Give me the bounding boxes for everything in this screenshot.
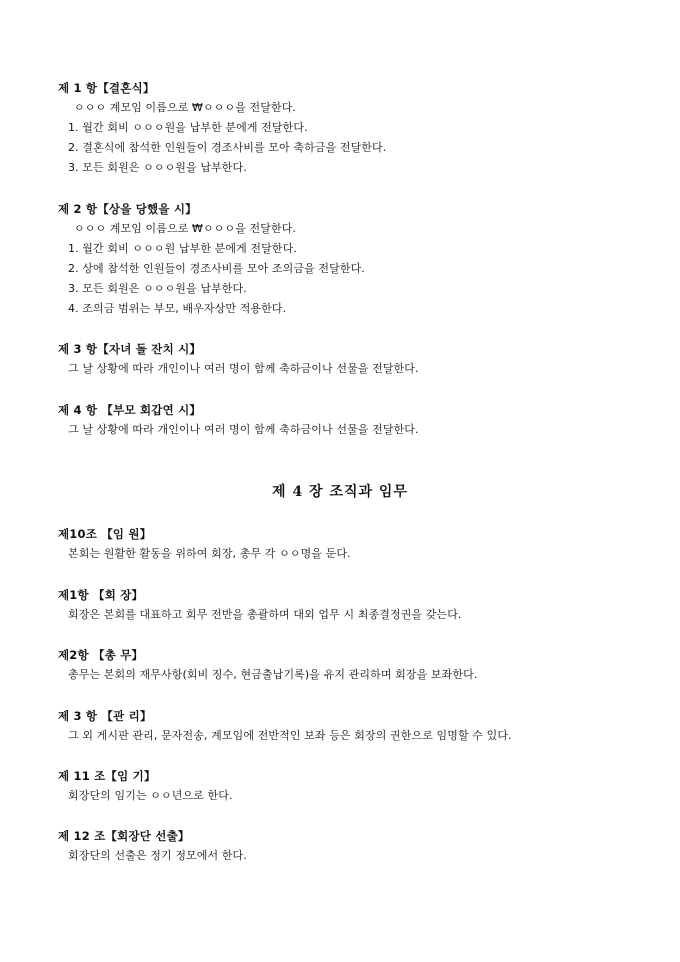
article-10-officers (58, 524, 640, 564)
article-heading: 제 11 조【임 기】 (58, 769, 156, 783)
section-line: 1. 월간 회비 ㅇㅇㅇ원을 납부한 분에게 전달한다. (68, 121, 308, 134)
section-line: 2. 상에 참석한 인원들이 경조사비를 모아 조의금을 전달한다. (68, 262, 365, 275)
article-11-term (58, 766, 640, 806)
section-line: 그 날 상황에 따라 개인이나 여러 명이 함께 축하금이나 선물을 전달한다. (68, 362, 419, 375)
section-parent-sixtieth (58, 400, 640, 440)
paragraph-line: 그 외 게시판 관리, 문자전송, 계모임에 전반적인 보좌 등은 회장의 권한으로 임명할 수 있다. (68, 729, 512, 742)
chapter-title: 제 4 장 조직과 임무 (272, 484, 408, 500)
paragraph-heading: 제1항 【회 장】 (58, 588, 144, 602)
section-line: 그 날 상황에 따라 개인이나 여러 명이 함께 축하금이나 선물을 전달한다. (68, 423, 419, 436)
section-heading: 제 4 항 【부모 회갑연 시】 (58, 403, 202, 417)
article-line: 회장단의 선출은 정기 정모에서 한다. (68, 849, 247, 862)
paragraph-line: 회장은 본회를 대표하고 회무 전반을 총괄하며 대외 업무 시 최종결정권을 갖는다. (68, 608, 462, 621)
article-line: 본회는 원활한 활동을 위하여 회장, 총무 각 ㅇㅇ명을 둔다. (68, 547, 351, 560)
paragraph-line: 총무는 본회의 재무사항(회비 징수, 현금출납기록)을 유지 관리하며 회장을 보좌한다. (68, 668, 478, 681)
paragraph-heading: 제 3 항 【관 리】 (58, 709, 152, 723)
paragraph-heading: 제2항 【총 무】 (58, 648, 144, 662)
section-heading: 제 2 항【상을 당했을 시】 (58, 202, 197, 216)
section-line: ㅇㅇㅇ 계모임 이름으로 ₩ㅇㅇㅇ을 전달한다. (74, 222, 297, 235)
section-line: ㅇㅇㅇ 계모임 이름으로 ₩ㅇㅇㅇ을 전달한다. (74, 101, 297, 114)
section-heading: 제 3 항【자녀 돌 잔치 시】 (58, 342, 202, 356)
section-heading: 제 1 항【결혼식】 (58, 81, 155, 95)
article-line: 회장단의 임기는 ㅇㅇ년으로 한다. (68, 789, 233, 802)
section-first-birthday (58, 339, 640, 379)
paragraph-management (58, 706, 640, 746)
section-line: 3. 모든 회원은 ㅇㅇㅇ원을 납부한다. (68, 282, 247, 295)
article-heading: 제10조 【임 원】 (58, 527, 152, 541)
section-line: 1. 월간 회비 ㅇㅇㅇ원 납부한 분에게 전달한다. (68, 242, 297, 255)
section-line: 4. 조의금 범위는 부모, 배우자상만 적용한다. (68, 302, 287, 315)
paragraph-secretary (58, 645, 640, 685)
section-funeral (58, 199, 640, 319)
article-heading: 제 12 조【회장단 선출】 (58, 829, 190, 843)
article-12-election (58, 826, 640, 866)
section-wedding (58, 78, 640, 178)
section-line: 2. 결혼식에 참석한 인원들이 경조사비를 모아 축하금을 전달한다. (68, 141, 387, 154)
section-line: 3. 모든 회원은 ㅇㅇㅇ원을 납부한다. (68, 161, 247, 174)
paragraph-president (58, 585, 640, 625)
